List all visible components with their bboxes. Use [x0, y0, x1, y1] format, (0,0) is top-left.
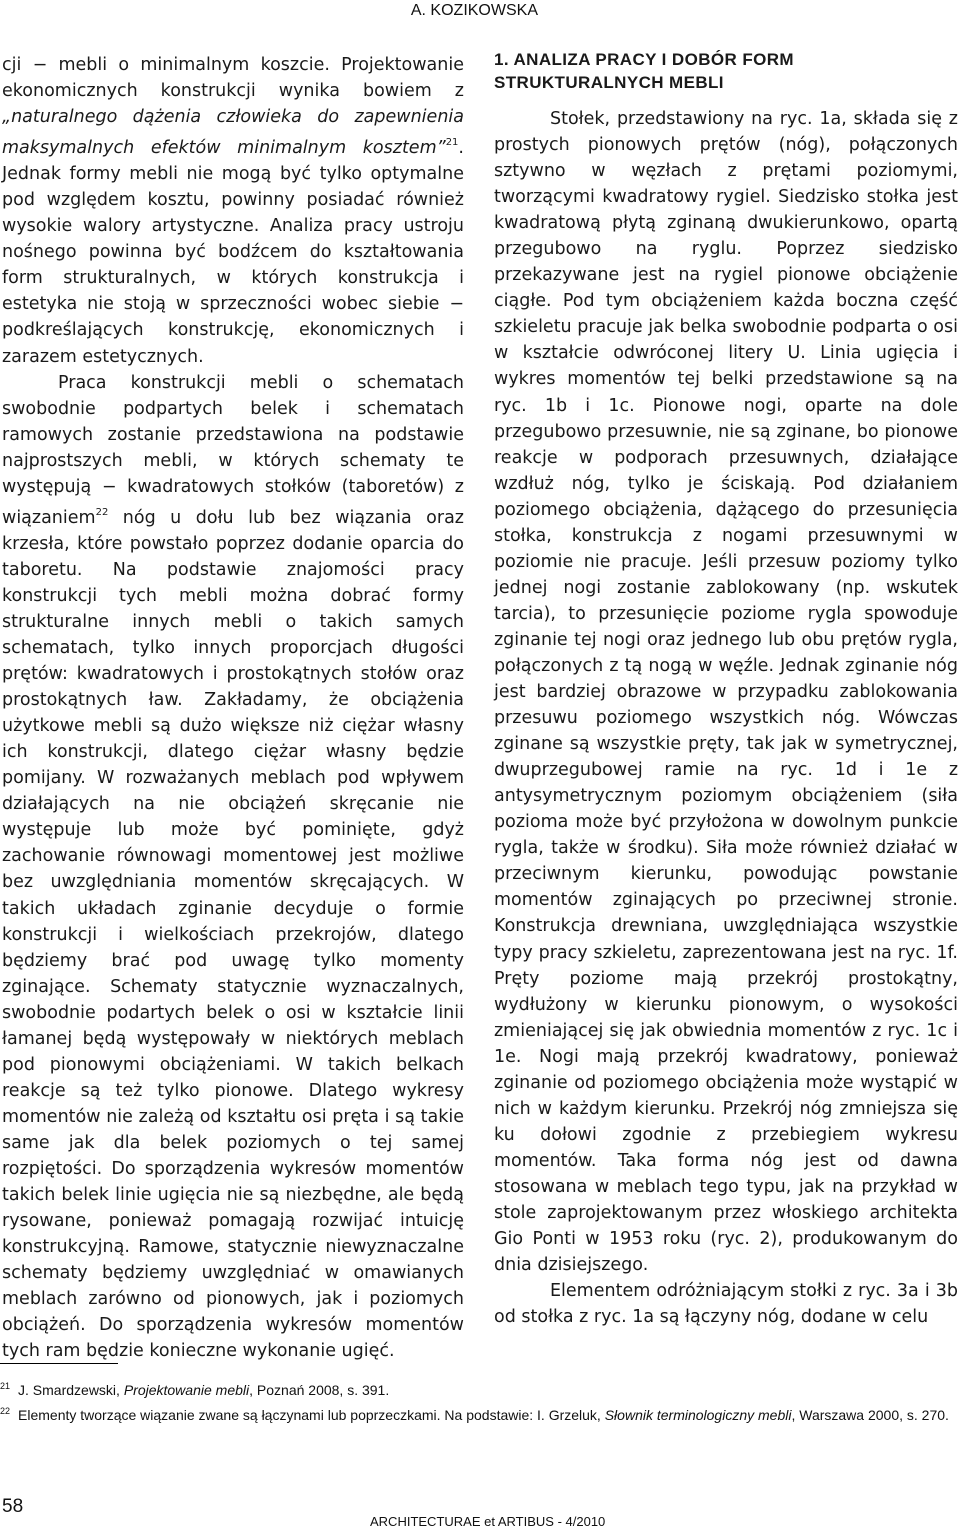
footnote-22: [0, 1401, 960, 1426]
section-heading: 1. ANALIZA PRACY I DOBÓR FORM STRUKTURALNYCH MEBLI: [494, 50, 794, 92]
footnote-number: 21: [0, 1381, 11, 1391]
text-span: , Warszawa 2000, s. 270.: [791, 1407, 949, 1423]
quotation: „naturalnego dążenia człowieka do zapewnienia maksymalnych efektów minimalnym kosztem”: [2, 107, 464, 159]
text-span: J. Smardzewski,: [18, 1382, 124, 1398]
footnote-21: [0, 1376, 960, 1401]
text-span: cji − mebli o minimalnym koszcie. Projektowanie ekonomicznych konstrukcji wynika bowiem z: [2, 55, 464, 102]
text-span: , Poznań 2008, s. 391.: [249, 1382, 390, 1398]
journal-name: ARCHITECTURAE et ARTIBUS - 4/2010: [370, 1514, 606, 1529]
running-header-author: A. KOZIKOWSKA: [410, 2, 538, 19]
footnote-number: 22: [0, 1406, 11, 1416]
book-title: Słownik terminologiczny mebli: [604, 1407, 792, 1423]
left-column: [2, 52, 464, 1364]
text-span: Praca konstrukcji mebli o schematach swobodnie podpartych belek i schematach ramowych zostanie przedstawiona na podstawie najprostszych mebli, w których schematy te występują − kwadratowych stołków (taboretów) z wiązaniem: [2, 372, 464, 528]
left-paragraph-1: [2, 52, 464, 370]
right-paragraph-2: Elementem odróżniającym stołki z ryc. 3a i 3b od stołka z ryc. 1a są łączyny nóg, dodane w celu: [494, 1281, 958, 1328]
footnote-divider: [0, 1363, 118, 1364]
right-paragraph-1: Stołek, przedstawiony na ryc. 1a, składa się z prostych pionowych prętów (nóg), połączonych sztywno w węzłach z prętami poziomymi, tworzącymi kwadratowy rygiel. Siedzisko stołka jest kwadratową płytą zginaną dwukierunkowo, opartą przegubowo na ryglu. Poprzez siedzisko przekazywane jest na rygiel pionowe obciążenie ciągłe. Pod tym obciążeniem każda boczna część szkieletu pracuje jak belka swobodnie podparta o osi w kształcie odwróconej litery U. Linia ugięcia i wykres momentów tej belki przedstawione są na ryc. 1b i 1c. Pionowe nogi, oparte na dole przegubowo przesuwnie, nie są zginane, bo pionowe reakcje w podporach przesuwnych, działające wzdłuż nóg, tylko je ściskają. Pod działaniem poziomego obciążenia, dążącego do przesunięcia stołka, konstrukcja z nogami przesuwnymi w poziomie nie pracuje. Jeśli przesuw poziomy tylko jednej nogi zostanie zablokowany (np. wskutek tarcia), to przesunięcie poziome rygla spowoduje zginanie tej nogi oraz jednego lub obu prętów rygla, połączonych z tą nogą w węźle. Jednak zginanie nóg jest bardziej obrazowe w przypadku zablokowania przesuwu poziomego wszystkich nóg. Wówczas zginane są wszystkie pręty, tak jak w symetrycznej, dwuprzegubowej ramie na ryc. 1d i 1e z antysymetrycznym poziomym obciążeniem (siła pozioma może być przyłożona w dowolnym punkcie rygla, także w środku). Siła może również działać w przeciwnym kierunku, powodując powstanie momentów zginających po przeciwnej stronie. Konstrukcja drewniana, uwzględniająca wszystkie typy pracy szkieletu, zaprezentowana jest na ryc. 1f. Pręty poziome mają przekrój prostokątny, wydłużony w kierunku pionowym, o wysokości zmieniającej się jak obwiednia momentów z ryc. 1c i 1e. Nogi mają przekrój kwadratowy, ponieważ zginanie od poziomego obciążenia może wystąpić w nich w każdym kierunku. Przekrój nóg zmniejsza się ku dołowi zgodnie z przebiegiem wykresu momentów. Taka forma nóg jest od dawna stosowana w meblach tego typu, jak na przykład w stole zaprojektowanym przez włoskiego architekta Gio Ponti w 1953 roku (ryc. 2), produkowanym do dnia dzisiejszego.: [494, 109, 958, 1276]
text-span: . Jednak formy mebli nie mogą być tylko optymalne pod względem kosztu, powinny posiadać również wysokie walory artystyczne. Analiza pracy ustroju nośnego powinna być bodźcem do kształtowania form strukturalnych, w których konstrukcja i estetyka nie stoją w sprzeczności wobec siebie − podkreślających konstrukcję, ekonomicznych i zarazem estetycznych.: [2, 138, 464, 367]
left-paragraph-2: [2, 370, 464, 1365]
text-span: Elementy tworzące wiązanie zwane są łączynami lub poprzeczkami. Na podstawie: I. Grzeluk,: [18, 1407, 605, 1423]
page-number: 58: [2, 1496, 24, 1517]
footnotes: [0, 1376, 960, 1426]
right-column: [494, 106, 958, 1330]
footnote-ref: 22: [95, 506, 109, 518]
text-span: nóg u dołu lub bez wiązania oraz krzesła, które powstało poprzez dodanie oparcia do taboretu. Na podstawie znajomości pracy konstrukcji tych mebli można dobrać formy strukturalne innych mebli o takich samych schematach, tylko innych proporcjach długości prętów: kwadratowych i prostokątnych stołów oraz prostokątnych ław. Zakładamy, że obciążenia użytkowe mebli są dużo większe niż ciężar własny ich konstrukcji, dlatego ciężar własny będzie pomijany. W rozważanych meblach pod wpływem działających na nie obciążeń skręcanie nie występuje lub może być pominięte, gdyż zachowanie równowagi momentowej jest możliwe bez uwzględniania momentów skręcających. W takich układach zginanie decyduje o formie konstrukcji i wielkościach przekrojów, dlatego będziemy brać pod uwagę tylko momenty zginające. Schematy statycznie wyznaczalnych, swobodnie podartych belek o osi w kształcie linii łamanej będą występowały w niektórych meblach pod pionowymi obciążeniami. W takich belkach reakcje są też tylko pionowe. Dlatego wykresy momentów nie zależą od kształtu osi pręta i są takie same jak dla belek poziomych o tej samej rozpiętości. Do sporządzenia wykresów momentów takich belek linie ugięcia nie są niezbędne, ale będą rysowane, ponieważ pomagają rozwijać intuicję konstrukcyjną. Ramowe, statycznie niewyznaczalne schematy będziemy uwzględniać w omawianych meblach zarówno od pionowych, jak i poziomych obciążeń. Do sporządzenia wykresów momentów tych ram będzie konieczne wykonanie ugięć.: [2, 507, 464, 1362]
footnote-ref: 21: [445, 137, 459, 149]
book-title: Projektowanie mebli: [123, 1382, 250, 1398]
